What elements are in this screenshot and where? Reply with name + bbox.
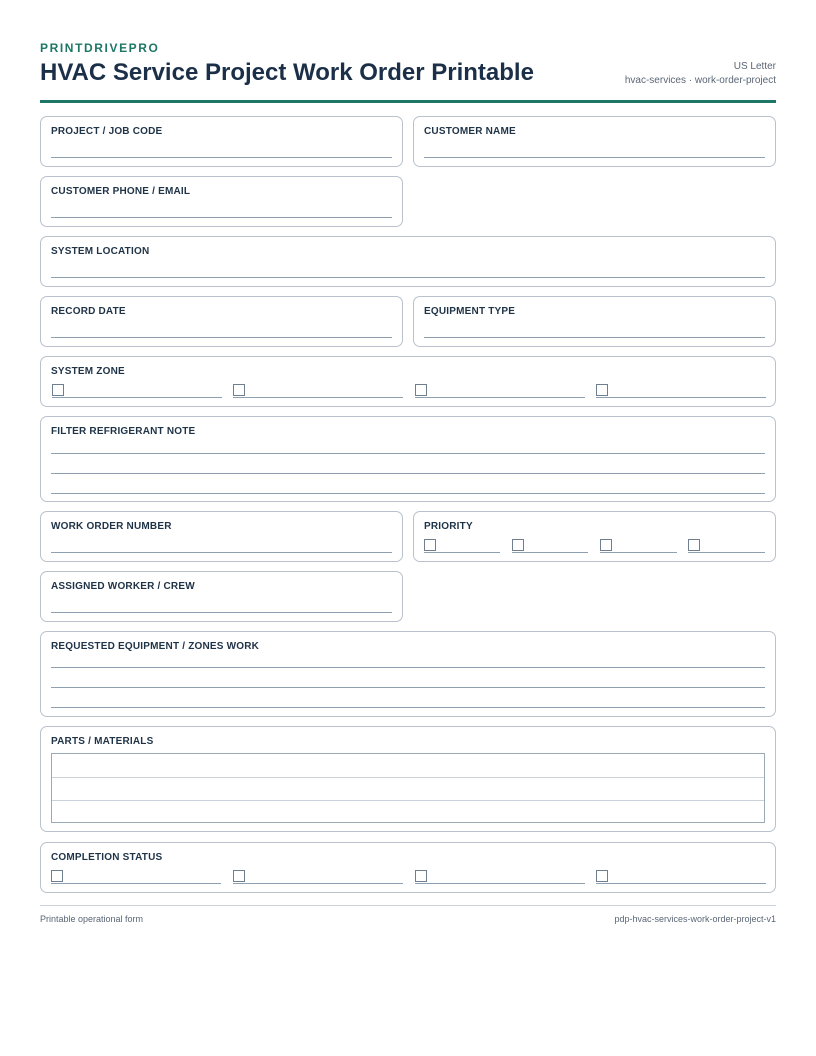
priority-option-1[interactable] <box>424 539 500 553</box>
requested-equipment-zones-work-label: REQUESTED EQUIPMENT / ZONES WORK <box>51 641 260 652</box>
brand-name: PRINTDRIVEPRO <box>40 41 160 55</box>
parts-materials-table <box>51 753 765 823</box>
system-location-label: SYSTEM LOCATION <box>51 246 150 257</box>
equipment-type-input[interactable] <box>424 337 765 338</box>
project-job-code-label: PROJECT / JOB CODE <box>51 126 163 137</box>
customer-phone-email-label: CUSTOMER PHONE / EMAIL <box>51 186 191 197</box>
completion-status-field <box>40 842 776 893</box>
priority-option-4[interactable] <box>688 539 765 553</box>
equipment-type-label: EQUIPMENT TYPE <box>424 306 516 317</box>
completion-status-option-1[interactable] <box>51 870 221 884</box>
priority-option-3[interactable] <box>600 539 677 553</box>
checkbox[interactable] <box>424 539 436 551</box>
note-line-2[interactable] <box>51 473 765 474</box>
checkbox[interactable] <box>415 870 427 882</box>
record-date-field <box>40 296 403 347</box>
priority-label: PRIORITY <box>424 521 473 532</box>
priority-option-2[interactable] <box>512 539 588 553</box>
completion-status-option-2[interactable] <box>233 870 403 884</box>
checkbox[interactable] <box>600 539 612 551</box>
customer-name-field <box>413 116 776 167</box>
customer-name-label: CUSTOMER NAME <box>424 126 516 137</box>
page-header <box>40 40 776 103</box>
system-location-input[interactable] <box>51 277 765 278</box>
page-footer <box>40 905 776 924</box>
system-zone-field <box>40 356 776 407</box>
system-zone-option-2[interactable] <box>233 384 403 398</box>
document-meta <box>625 60 776 88</box>
request-line-3[interactable] <box>51 707 765 708</box>
system-zone-option-3[interactable] <box>415 384 585 398</box>
checkbox[interactable] <box>52 384 64 396</box>
table-row[interactable] <box>52 800 764 801</box>
checkbox[interactable] <box>415 384 427 396</box>
request-line-2[interactable] <box>51 687 765 688</box>
note-line-1[interactable] <box>51 453 765 454</box>
customer-phone-email-field <box>40 176 403 227</box>
completion-status-label: COMPLETION STATUS <box>51 852 163 863</box>
filter-refrigerant-note-label: FILTER REFRIGERANT NOTE <box>51 426 196 437</box>
work-order-number-field <box>40 511 403 562</box>
completion-status-option-3[interactable] <box>415 870 585 884</box>
paper-size: US Letter <box>733 61 776 72</box>
document-slug: hvac-services · work-order-project <box>624 75 776 86</box>
checkbox[interactable] <box>233 870 245 882</box>
checkbox[interactable] <box>596 870 608 882</box>
assigned-worker-crew-field <box>40 571 403 622</box>
request-line-1[interactable] <box>51 667 765 668</box>
checkbox[interactable] <box>51 870 63 882</box>
assigned-worker-crew-input[interactable] <box>51 612 392 613</box>
system-zone-option-4[interactable] <box>596 384 766 398</box>
footer-left-text: Printable operational form <box>40 914 144 924</box>
system-location-field <box>40 236 776 287</box>
record-date-input[interactable] <box>51 337 392 338</box>
customer-phone-email-input[interactable] <box>51 217 392 218</box>
completion-status-option-4[interactable] <box>596 870 766 884</box>
system-zone-option-1[interactable] <box>52 384 222 398</box>
assigned-worker-crew-label: ASSIGNED WORKER / CREW <box>51 581 195 592</box>
record-date-label: RECORD DATE <box>51 306 126 317</box>
footer-form-id: pdp-hvac-services-work-order-project-v1 <box>614 914 776 924</box>
requested-equipment-zones-work-field <box>40 631 776 717</box>
note-line-3[interactable] <box>51 493 765 494</box>
project-job-code-input[interactable] <box>51 157 392 158</box>
table-row[interactable] <box>52 777 764 778</box>
checkbox[interactable] <box>512 539 524 551</box>
equipment-type-field <box>413 296 776 347</box>
checkbox[interactable] <box>688 539 700 551</box>
filter-refrigerant-note-field <box>40 416 776 502</box>
checkbox[interactable] <box>233 384 245 396</box>
system-zone-label: SYSTEM ZONE <box>51 366 125 377</box>
project-job-code-field <box>40 116 403 167</box>
parts-materials-label: PARTS / MATERIALS <box>51 736 154 747</box>
work-order-number-input[interactable] <box>51 552 392 553</box>
work-order-number-label: WORK ORDER NUMBER <box>51 521 172 532</box>
priority-field <box>413 511 776 562</box>
checkbox[interactable] <box>596 384 608 396</box>
page-title: HVAC Service Project Work Order Printable <box>40 59 534 86</box>
customer-name-input[interactable] <box>424 157 765 158</box>
parts-materials-field <box>40 726 776 832</box>
